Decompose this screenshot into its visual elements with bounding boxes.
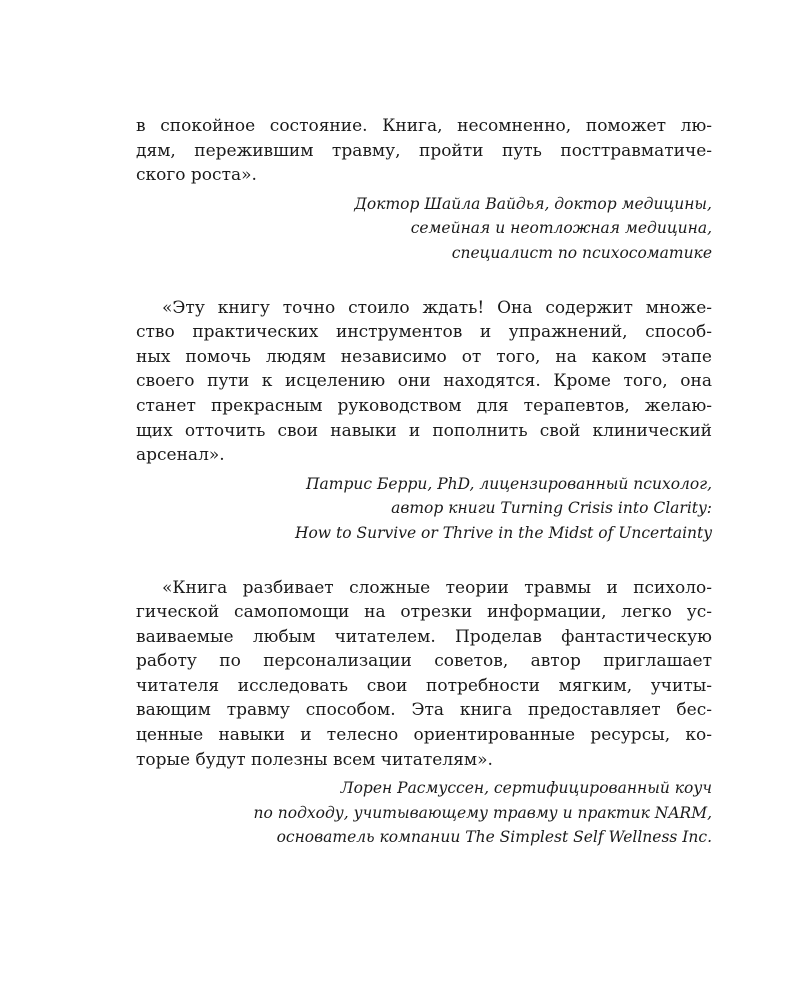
testimonial-block (136, 296, 712, 546)
attribution-line: Патрис Берри, PhD, лицензированный психолог, (306, 474, 712, 493)
text-line: торые будут полезны всем читателям». (136, 749, 493, 770)
testimonial-text (136, 576, 712, 773)
testimonial-block (136, 576, 712, 851)
text-line: арсенал». (136, 445, 225, 466)
text-line: работу по персонализации советов, автор приглашает (136, 651, 712, 672)
testimonial-attribution (136, 472, 712, 546)
text-line: читателя исследовать свои потребности мягким, учиты- (136, 675, 712, 696)
attribution-line: семейная и неотложная медицина, (410, 219, 712, 238)
text-line: ваиваемые любым читателем. Проделав фантастическую (136, 626, 712, 647)
text-line: ценные навыки и телесно ориентированные ресурсы, ко- (136, 725, 712, 746)
text-line: своего пути к исцелению они находятся. Кроме того, она (136, 371, 712, 392)
attribution-line: автор книги Turning Crisis into Clarity: (391, 499, 712, 518)
attribution-line: Лорен Расмуссен, сертифицированный коуч (340, 779, 712, 798)
text-line: дям, пережившим травму, пройти путь посттравматиче- (136, 140, 712, 161)
text-line: вающим травму способом. Эта книга предоставляет бес- (136, 700, 712, 721)
text-line: ство практических инструментов и упражнений, способ- (136, 322, 712, 343)
text-line: станет прекрасным руководством для терапевтов, желаю- (136, 395, 712, 416)
text-line: «Эту книгу точно стоило ждать! Она содержит множе- (162, 297, 712, 318)
text-line: «Книга разбивает сложные теории травмы и психоло- (162, 577, 712, 598)
testimonial-attribution (136, 192, 712, 266)
testimonial-attribution (136, 776, 712, 850)
attribution-line: How to Survive or Thrive in the Midst of Uncertainty (294, 523, 712, 542)
attribution-line: основатель компании The Simplest Self Wellness Inc. (276, 828, 712, 847)
testimonial-text (136, 114, 712, 188)
text-line: в спокойное состояние. Книга, несомненно, поможет лю- (136, 116, 712, 136)
attribution-line: специалист по психосоматике (451, 243, 712, 262)
text-line: ского роста». (136, 165, 257, 186)
attribution-line: Доктор Шайла Вайдья, доктор медицины, (354, 194, 712, 213)
testimonial-block (136, 114, 712, 266)
text-line: ных помочь людям независимо от того, на каком этапе (136, 346, 712, 367)
text-line: щих отточить свои навыки и пополнить свой клинический (136, 420, 712, 441)
attribution-line: по подходу, учитывающему травму и практик NARM, (253, 803, 712, 822)
testimonial-text (136, 296, 712, 468)
text-line: гической самопомощи на отрезки информации, легко ус- (136, 602, 712, 623)
page-content (136, 114, 712, 850)
